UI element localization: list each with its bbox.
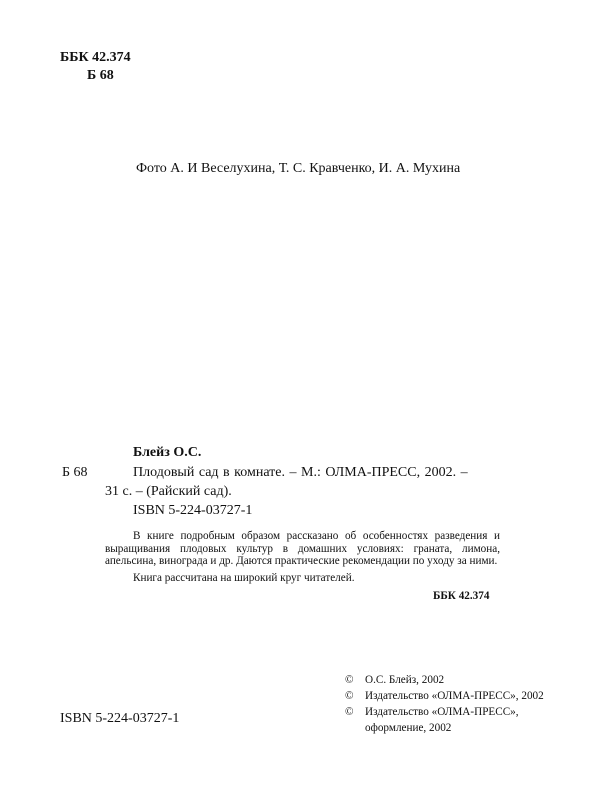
copyright-symbol: © xyxy=(345,690,354,702)
copyright-entry-continuation xyxy=(345,720,544,736)
copyright-holder-continued: оформление, 2002 xyxy=(365,722,452,734)
copyright-holder: Издательство «ОЛМА-ПРЕСС», 2002 xyxy=(365,690,544,702)
copyright-entry xyxy=(345,672,544,688)
copyright-holder: О.С. Блейз, 2002 xyxy=(365,674,445,686)
catalog-author-mark: Б 68 xyxy=(62,465,88,480)
copyright-symbol: © xyxy=(345,706,354,718)
isbn-footer: ISBN 5-224-03727-1 xyxy=(60,711,180,726)
copyright-entry xyxy=(345,704,544,720)
catalog-bbk-code: ББК 42.374 xyxy=(433,590,490,602)
catalog-isbn: ISBN 5-224-03727-1 xyxy=(133,503,253,518)
photo-credits: Фото А. И Веселухина, Т. С. Кравченко, И. А. Мухина xyxy=(136,161,461,176)
catalog-author: Блейз О.С. xyxy=(133,445,202,460)
audience-note: Книга рассчитана на широкий круг читателей. xyxy=(133,572,355,584)
bbk-classification-code: ББК 42.374 xyxy=(60,50,131,65)
catalog-extent-line: 31 с. – (Райский сад). xyxy=(105,484,232,499)
author-mark: Б 68 xyxy=(87,68,114,83)
copyright-symbol: © xyxy=(345,674,354,686)
copyright-block xyxy=(345,672,544,736)
copyright-entry xyxy=(345,688,544,704)
copyright-holder: Издательство «ОЛМА-ПРЕСС», xyxy=(365,706,519,718)
annotation-text: В книге подробным образом рассказано об особенностях разведения и выращивания плодовых культур в домашних условиях: граната, лимона, апельсина, винограда и др. Даются практические рекомендации по уходу за ними. xyxy=(105,530,500,568)
catalog-title-line: Плодовый сад в комнате. – М.: ОЛМА-ПРЕСС, 2002. – xyxy=(133,465,468,480)
